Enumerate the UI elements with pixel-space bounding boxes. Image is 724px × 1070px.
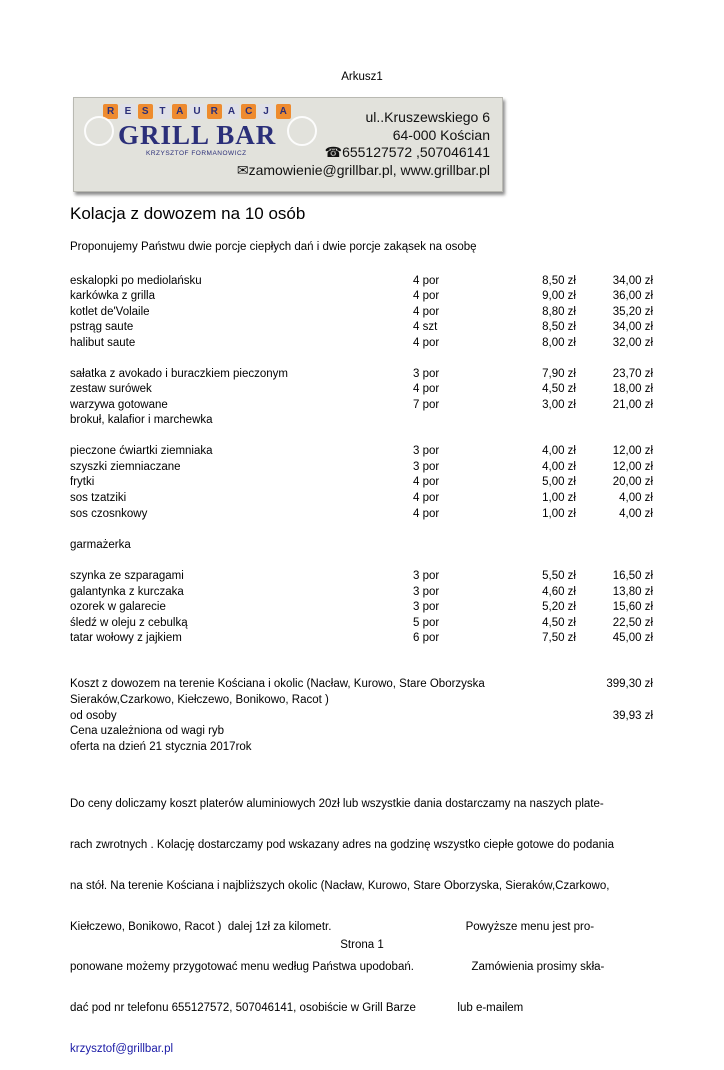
item-total: 12,00 zł — [612, 445, 653, 457]
logo-letter: A — [276, 104, 291, 119]
menu-row — [0, 491, 724, 507]
item-total: 23,70 zł — [612, 368, 653, 380]
item-unit-price: 8,80 zł — [542, 306, 576, 318]
item-unit-price: 5,00 zł — [542, 476, 576, 488]
menu-row — [0, 382, 724, 398]
item-total: 22,50 zł — [612, 617, 653, 629]
item-name: pieczone ćwiartki ziemniaka — [70, 445, 213, 457]
item-unit-price: 9,00 zł — [542, 290, 576, 302]
offer-date: oferta na dzień 21 stycznia 2017rok — [70, 741, 252, 753]
item-name: garmażerka — [70, 539, 131, 551]
page-title: Kolacja z dowozem na 10 osób — [70, 204, 306, 223]
item-quantity: 4 por — [413, 383, 440, 395]
item-unit-price: 3,00 zł — [542, 399, 576, 411]
item-name: szynka ze szparagami — [70, 570, 184, 582]
logo-letter: A — [224, 104, 239, 119]
item-quantity: 4 por — [413, 476, 440, 488]
item-total: 12,00 zł — [612, 461, 653, 473]
logo-letter: C — [241, 104, 256, 119]
item-unit-price: 7,50 zł — [542, 632, 576, 644]
menu-row — [0, 569, 724, 585]
terms-paragraph — [70, 771, 655, 1070]
item-unit-price: 5,20 zł — [542, 601, 576, 613]
item-name: sos czosnkowy — [70, 508, 148, 520]
menu-row — [0, 305, 724, 321]
item-unit-price: 5,50 zł — [542, 570, 576, 582]
item-unit-price: 4,00 zł — [542, 445, 576, 457]
item-unit-price: 4,50 zł — [542, 383, 576, 395]
item-unit-price: 8,50 zł — [542, 321, 576, 333]
item-quantity: 3 por — [413, 445, 440, 457]
item-quantity: 4 szt — [413, 321, 438, 333]
item-name: warzywa gotowane — [70, 399, 168, 411]
terms-line: dać pod nr telefonu 655127572, 507046141, osobiście w Grill Barze lub e-mailem — [70, 1002, 524, 1015]
item-quantity: 3 por — [413, 601, 440, 613]
menu-row — [0, 538, 724, 554]
terms-line: rach zwrotnych . Kolację dostarczamy pod wskazany adres na godzinę wszystko ciepłe gotowe do podania — [70, 838, 614, 851]
item-quantity: 4 por — [413, 306, 440, 318]
item-name: sałatka z avokado i buraczkiem pieczonym — [70, 368, 288, 380]
item-name: ozorek w galarecie — [70, 601, 166, 613]
address-city: 64-000 Kościan — [392, 127, 490, 143]
item-name: eskalopki po mediolańsku — [70, 275, 202, 287]
item-total: 16,50 zł — [612, 570, 653, 582]
terms-line: Kiełczewo, Bonikowo, Racot ) dalej 1zł za kilometr. Powyższe menu jest pro- — [70, 920, 595, 933]
item-unit-price: 1,00 zł — [542, 492, 576, 504]
menu-row — [0, 475, 724, 491]
item-name: sos tzatziki — [70, 492, 127, 504]
item-total: 15,60 zł — [612, 601, 653, 613]
item-total: 4,00 zł — [619, 508, 653, 520]
item-quantity: 5 por — [413, 617, 440, 629]
item-total: 45,00 zł — [612, 632, 653, 644]
web-contact: ✉zamowienie@grillbar.pl, www.grillbar.pl — [236, 162, 490, 178]
item-name: pstrąg saute — [70, 321, 134, 333]
menu-row — [0, 398, 724, 414]
menu-row — [0, 600, 724, 616]
per-person-price: 39,93 zł — [612, 710, 653, 722]
burger-icon — [287, 116, 317, 146]
item-unit-price: 4,00 zł — [542, 461, 576, 473]
item-total: 36,00 zł — [612, 290, 653, 302]
item-name: karkówka z grilla — [70, 290, 155, 302]
item-quantity: 4 por — [413, 508, 440, 520]
phone-numbers: ☎655127572 ,507046141 — [324, 144, 490, 160]
menu-row — [0, 289, 724, 305]
item-quantity: 7 por — [413, 399, 440, 411]
item-total: 35,20 zł — [612, 306, 653, 318]
item-total: 4,00 zł — [619, 492, 653, 504]
item-unit-price: 8,50 zł — [542, 275, 576, 287]
item-quantity: 3 por — [413, 368, 440, 380]
menu-row — [0, 444, 724, 460]
menu-row — [0, 274, 724, 290]
owner-name: KRZYSZTOF FORMANOWICZ — [146, 150, 247, 157]
item-total: 21,00 zł — [612, 399, 653, 411]
cost-total: 399,30 zł — [606, 678, 653, 690]
item-unit-price: 4,50 zł — [542, 617, 576, 629]
menu-row — [0, 367, 724, 383]
menu-row — [0, 413, 724, 429]
cost-label-line2: Sieraków,Czarkowo, Kiełczewo, Bonikowo, Racot ) — [70, 694, 329, 706]
menu-row — [0, 507, 724, 523]
grill-bar-logo: GRILL BAR — [118, 120, 277, 150]
terms-line: ponowane możemy przygotować menu według Państwa upodobań. Zamówienia prosimy skła- — [70, 961, 605, 974]
burger-icon — [84, 116, 114, 146]
item-name: zestaw surówek — [70, 383, 152, 395]
item-quantity: 4 por — [413, 275, 440, 287]
menu-row — [0, 460, 724, 476]
item-quantity: 4 por — [413, 337, 440, 349]
item-name: szyszki ziemniaczane — [70, 461, 181, 473]
item-name: kotlet de'Volaile — [70, 306, 150, 318]
item-name: frytki — [70, 476, 95, 488]
item-quantity: 4 por — [413, 290, 440, 302]
logo-letter: T — [155, 104, 170, 119]
cost-label-line1: Koszt z dowozem na terenie Kościana i okolic (Nacław, Kurowo, Stare Oborzyska — [70, 678, 485, 690]
item-name: galantynka z kurczaka — [70, 586, 184, 598]
email-link[interactable]: krzysztof@grillbar.pl — [70, 1042, 174, 1055]
intro-text: Proponujemy Państwu dwie porcje ciepłych dań i dwie porcje zakąsek na osobę — [70, 241, 477, 253]
item-name: brokuł, kalafior i marchewka — [70, 414, 213, 426]
grill-bar-banner — [73, 97, 503, 192]
menu-row — [0, 631, 724, 647]
item-total: 34,00 zł — [612, 275, 653, 287]
logo-letter: S — [138, 104, 153, 119]
item-total: 34,00 zł — [612, 321, 653, 333]
item-name: tatar wołowy z jajkiem — [70, 632, 182, 644]
menu-row — [0, 320, 724, 336]
item-total: 13,80 zł — [612, 586, 653, 598]
logo-letter: E — [120, 104, 135, 119]
item-name: śledź w oleju z cebulką — [70, 617, 188, 629]
terms-line: na stół. Na terenie Kościana i najbliższych okolic (Nacław, Kurowo, Stare Oborzyska, Sieraków,Czarkowo, — [70, 879, 610, 892]
item-quantity: 3 por — [413, 461, 440, 473]
item-quantity: 3 por — [413, 586, 440, 598]
item-quantity: 4 por — [413, 492, 440, 504]
menu-row — [0, 585, 724, 601]
logo-letter: U — [189, 104, 204, 119]
logo-letter: J — [258, 104, 273, 119]
address-street: ul..Kruszewskiego 6 — [365, 109, 490, 125]
item-unit-price: 4,60 zł — [542, 586, 576, 598]
item-unit-price: 1,00 zł — [542, 508, 576, 520]
item-name: halibut saute — [70, 337, 136, 349]
menu-row — [0, 336, 724, 352]
item-total: 18,00 zł — [612, 383, 653, 395]
menu-row — [0, 616, 724, 632]
logo-letter: A — [172, 104, 187, 119]
sheet-name: Arkusz1 — [341, 71, 383, 83]
terms-line: Do ceny doliczamy koszt platerów aluminiowych 20zł lub wszystkie dania dostarczamy na naszych plate- — [70, 798, 604, 811]
item-unit-price: 7,90 zł — [542, 368, 576, 380]
item-total: 20,00 zł — [612, 476, 653, 488]
item-quantity: 3 por — [413, 570, 440, 582]
logo-letter: R — [207, 104, 222, 119]
per-person-label: od osoby — [70, 710, 117, 722]
item-unit-price: 8,00 zł — [542, 337, 576, 349]
logo-letter: R — [103, 104, 118, 119]
restauracja-logo — [102, 104, 292, 119]
price-note: Cena uzależniona od wagi ryb — [70, 725, 225, 737]
page-footer: Strona 1 — [340, 939, 384, 951]
item-quantity: 6 por — [413, 632, 440, 644]
item-total: 32,00 zł — [612, 337, 653, 349]
